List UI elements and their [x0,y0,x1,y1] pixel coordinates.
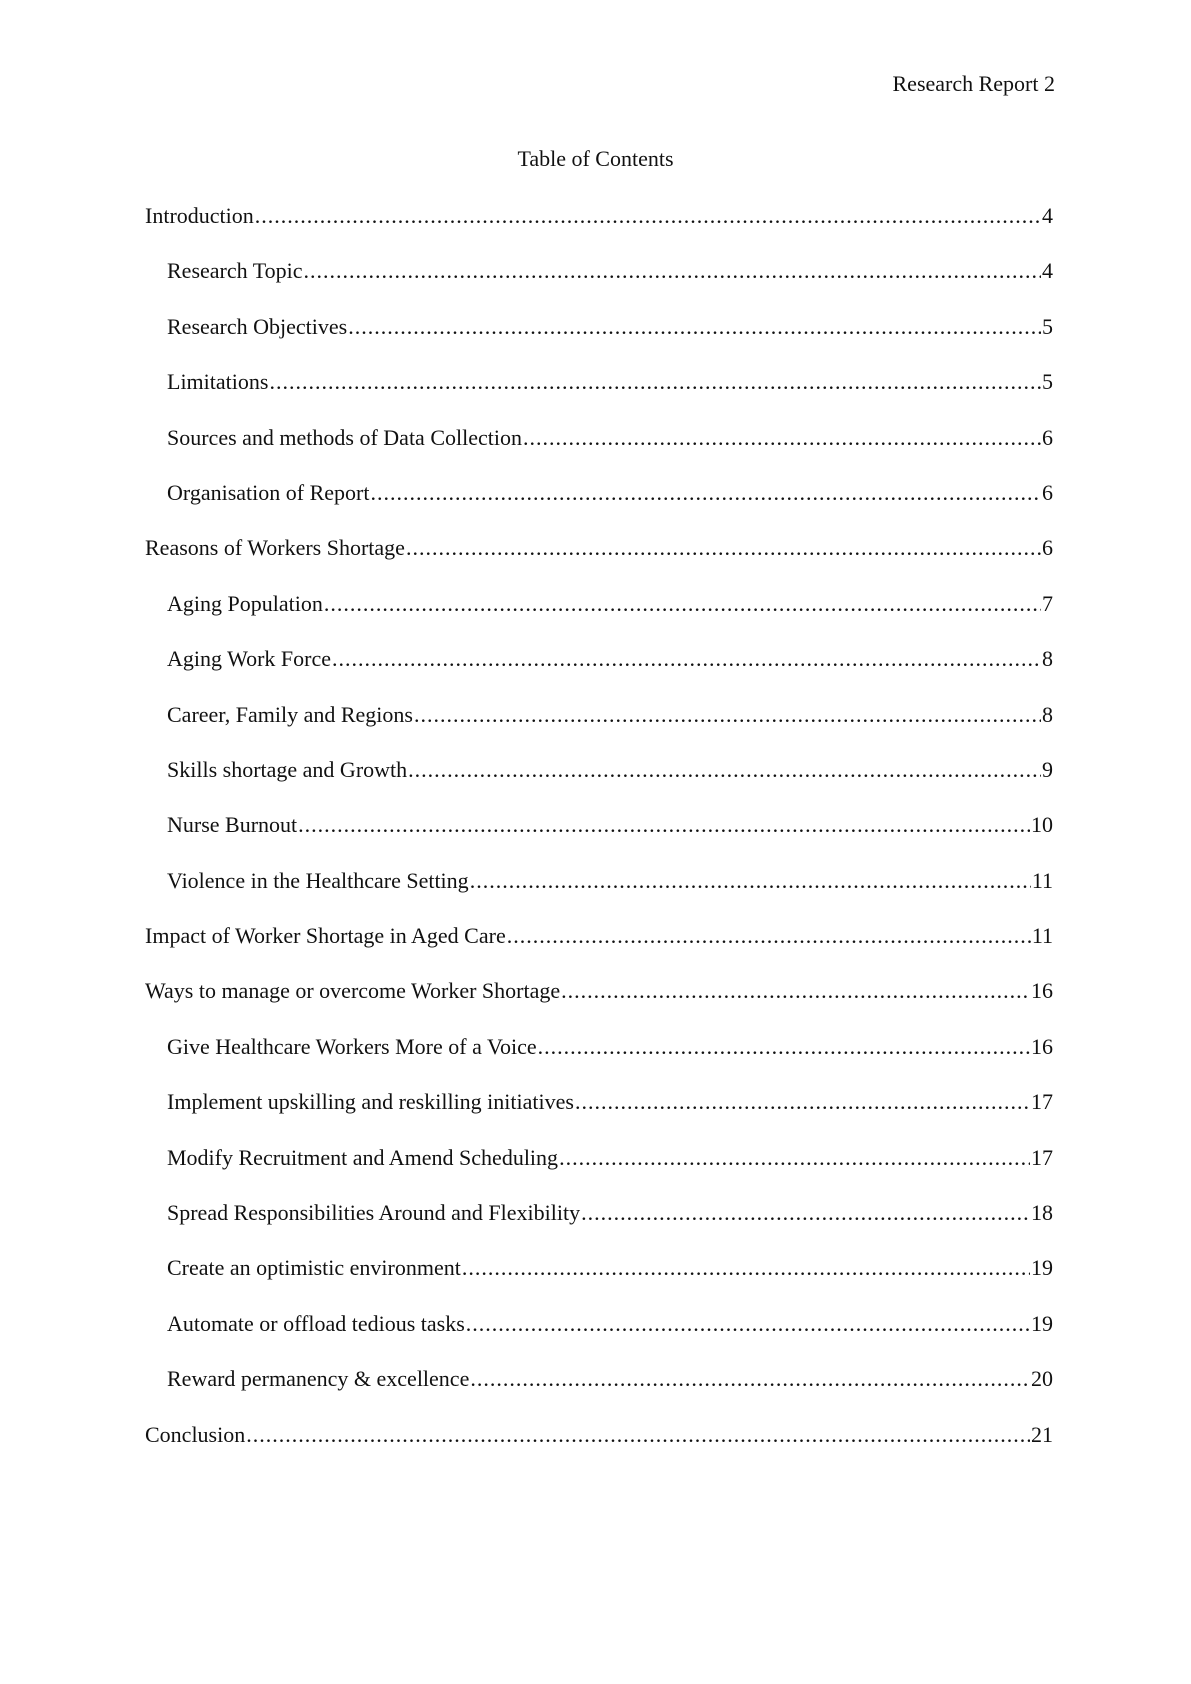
toc-entry-label: Sources and methods of Data Collection [167,424,522,450]
toc-entry-label: Organisation of Report [167,479,370,505]
toc-entry[interactable] [145,922,1053,977]
toc-entry[interactable] [145,1365,1053,1420]
toc-entry-page-number: 8 [1042,646,1053,672]
toc-entry[interactable] [145,424,1053,479]
toc-entry-label: Aging Work Force [167,646,332,672]
toc-dot-leader [370,479,1041,507]
toc-entry-page-number: 5 [1042,369,1053,395]
table-of-contents [145,202,1053,1476]
toc-dot-leader [470,867,1031,895]
toc-dot-leader [538,1033,1030,1061]
toc-dot-leader [269,368,1041,396]
toc-dot-leader [507,922,1031,950]
toc-entry[interactable] [145,867,1053,922]
toc-entry-label: Research Topic [167,258,303,284]
toc-entry-page-number: 5 [1042,313,1053,339]
toc-entry-label: Career, Family and Regions [167,701,413,727]
toc-entry-label: Implement upskilling and reskilling initiatives [167,1089,574,1115]
toc-entry-page-number: 21 [1031,1421,1053,1447]
toc-entry-label: Reward permanency & excellence [167,1366,470,1392]
toc-entry-page-number: 9 [1042,756,1053,782]
toc-dot-leader [246,1421,1030,1449]
toc-entry-page-number: 11 [1031,923,1053,949]
toc-entry[interactable] [145,257,1053,312]
toc-entry-page-number: 8 [1042,701,1053,727]
toc-entry-page-number: 11 [1031,867,1053,893]
toc-entry-page-number: 6 [1042,479,1053,505]
toc-entry[interactable] [145,534,1053,589]
toc-entry[interactable] [145,202,1053,257]
toc-entry-label: Limitations [167,369,269,395]
toc-entry[interactable] [145,977,1053,1032]
toc-entry-label: Research Objectives [167,313,348,339]
toc-dot-leader [332,645,1041,673]
toc-entry-page-number: 20 [1031,1366,1053,1392]
toc-entry-page-number: 17 [1031,1089,1053,1115]
toc-entry-page-number: 4 [1042,258,1053,284]
toc-entry-label: Impact of Worker Shortage in Aged Care [145,923,506,949]
toc-dot-leader [255,202,1041,230]
toc-entry-label: Skills shortage and Growth [167,756,408,782]
toc-entry-label: Ways to manage or overcome Worker Shortage [145,978,561,1004]
toc-dot-leader [561,977,1030,1005]
toc-dot-leader [414,701,1041,729]
toc-entry-label: Modify Recruitment and Amend Scheduling [167,1144,559,1170]
toc-dot-leader [298,811,1030,839]
toc-entry-page-number: 10 [1031,812,1053,838]
toc-dot-leader [575,1088,1030,1116]
toc-entry-label: Conclusion [145,1421,246,1447]
toc-entry-page-number: 19 [1031,1310,1053,1336]
toc-entry-label: Aging Population [167,590,323,616]
toc-entry-label: Nurse Burnout [167,812,298,838]
toc-entry-page-number: 4 [1042,203,1053,228]
toc-entry[interactable] [145,313,1053,368]
toc-dot-leader [406,534,1041,562]
toc-entry[interactable] [145,1144,1053,1199]
toc-entry[interactable] [145,1199,1053,1254]
toc-entry-label: Introduction [145,203,254,228]
toc-entry[interactable] [145,811,1053,866]
toc-entry-page-number: 17 [1031,1144,1053,1170]
toc-entry-label: Violence in the Healthcare Setting [167,867,469,893]
toc-entry[interactable] [145,1088,1053,1143]
toc-entry[interactable] [145,1310,1053,1365]
toc-dot-leader [559,1144,1030,1172]
toc-entry[interactable] [145,701,1053,756]
toc-entry[interactable] [145,756,1053,811]
toc-dot-leader [581,1199,1030,1227]
toc-entry-label: Automate or offload tedious tasks [167,1310,465,1336]
toc-dot-leader [466,1310,1030,1338]
toc-entry[interactable] [145,590,1053,645]
toc-dot-leader [462,1254,1030,1282]
running-head: Research Report 2 [892,71,1055,96]
toc-entry-label: Give Healthcare Workers More of a Voice [167,1033,537,1059]
toc-dot-leader [348,313,1041,341]
toc-entry-label: Reasons of Workers Shortage [145,535,405,561]
toc-entry-page-number: 16 [1031,978,1053,1004]
toc-entry-page-number: 6 [1042,535,1053,561]
toc-entry-label: Create an optimistic environment [167,1255,461,1281]
toc-dot-leader [408,756,1041,784]
toc-entry-page-number: 19 [1031,1255,1053,1281]
toc-dot-leader [523,424,1041,452]
toc-entry-page-number: 6 [1042,424,1053,450]
toc-entry-page-number: 7 [1042,590,1053,616]
toc-entry[interactable] [145,1421,1053,1476]
toc-dot-leader [324,590,1041,618]
toc-entry[interactable] [145,1254,1053,1309]
toc-entry[interactable] [145,368,1053,423]
toc-entry[interactable] [145,645,1053,700]
toc-dot-leader [470,1365,1030,1393]
toc-entry[interactable] [145,1033,1053,1088]
toc-dot-leader [304,257,1041,285]
toc-entry-label: Spread Responsibilities Around and Flexibility [167,1200,581,1226]
toc-entry-page-number: 18 [1031,1200,1053,1226]
toc-entry-page-number: 16 [1031,1033,1053,1059]
toc-title: Table of Contents [517,146,674,171]
toc-entry[interactable] [145,479,1053,534]
